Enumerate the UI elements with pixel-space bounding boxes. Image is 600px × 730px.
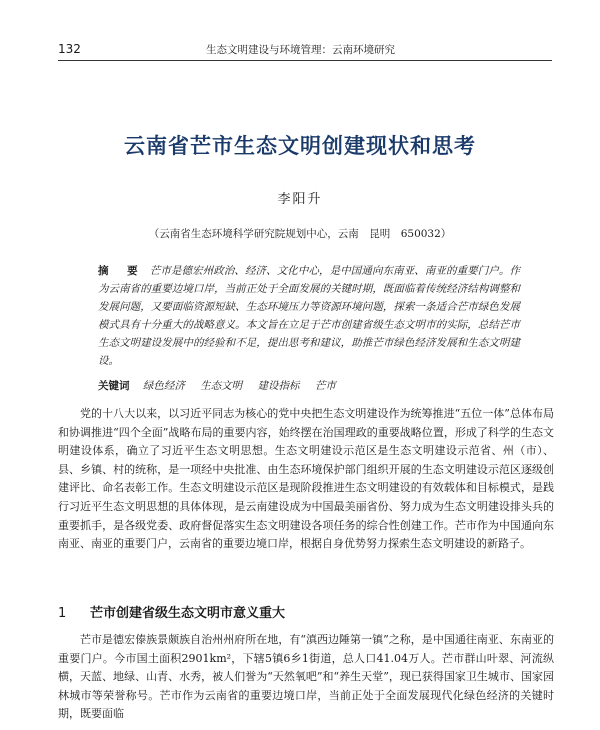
keyword: 绿色经济 (142, 380, 185, 392)
keywords (98, 377, 520, 395)
introduction (58, 405, 554, 554)
keyword: 芒市 (314, 380, 336, 392)
body-paragraph: 党的十八大以来，以习近平同志为核心的党中央把生态文明建设作为统筹推进“五位一体”总体布局和协调推进“四个全面”战略布局的重要内容，始终摆在治国理政的重要战略位置，形成了科学的生态文明建设体系，确立了习近平生态文明思想。生态文明建设示范区是生态文明建设示范省、州（市）、县、乡镇、村的统称，是一项经中央批准、由生态环境保护部门组织开展的生态文明建设示范区逐级创建评比、命名表彰工作。生态文明建设示范区是现阶段推进生态文明建设的有效载体和目标模式，是践行习近平生态文明思想的具体体现，是云南建设成为中国最美丽省份、努力成为生态文明建设排头兵的重要抓手，是各级党委、政府督促落实生态文明建设各项任务的综合性创建工作。芒市作为中国通向东南亚、南亚的重要门户，云南省的重要边境口岸，根据自身优势努力探索生态文明建设的新路子。 (58, 407, 554, 551)
running-header (58, 38, 552, 61)
abstract (98, 262, 520, 370)
author-affiliation: （云南省生态环境科学研究院规划中心，云南 昆明 650032） (148, 228, 452, 240)
keyword: 生态文明 (200, 380, 243, 392)
section-heading (58, 602, 285, 621)
article-title: 云南省芒市生态文明创建现状和思考 (124, 134, 476, 158)
body-paragraph: 芒市是德宏傣族景颇族自治州州府所在地，有“滇西边陲第一镇”之称，是中国通往南亚、东南亚的重要门户。今市国土面积2901km²，下辖5镇6乡1街道，总人口41.04万人。芒市群山叶翠、河流纵横，天蓝、地绿、山青、水秀，被人们誉为“天然氧吧”和“养生天堂”，现已获得国家卫生城市、国家园林城市等荣誉称号。芒市作为云南省的重要边境口岸，当前正处于全面发展现代化绿色经济的关键时期，既要面临 (58, 633, 554, 721)
keywords-label: 关键词 (98, 380, 130, 392)
running-head: 生态文明建设与环境管理：云南环境研究 (206, 44, 395, 56)
page-number: 132 (58, 42, 81, 56)
article-author: 李阳升 (277, 192, 323, 207)
abstract-label: 摘 要 (98, 265, 142, 277)
section-body (58, 631, 554, 724)
keyword: 建设指标 (257, 380, 300, 392)
abstract-text: 芒市是德宏州政治、经济、文化中心，是中国通向东南亚、南亚的重要门户。作为云南省的重要边境口岸，当前正处于全面发展的关键时期，既面临着传统经济结构调整和发展问题，又要面临资源短缺、生态环境压力等资源环境问题，探索一条适合芒市绿色发展模式具有十分重大的战略意义。本文旨在立足于芒市创建省级生态文明市的实际，总结芒市生态文明建设发展中的经验和不足，提出思考和建议，助推芒市绿色经济发展和生态文明建设。 (98, 265, 521, 367)
section-number: 1 (58, 606, 67, 621)
section-title: 芒市创建省级生态文明市意义重大 (90, 606, 286, 621)
